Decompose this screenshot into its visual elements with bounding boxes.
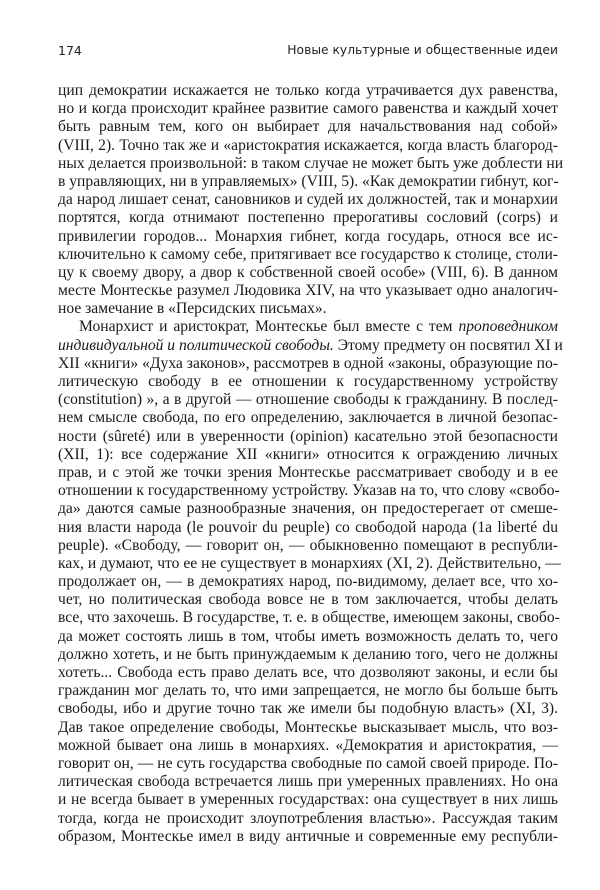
- text-segment: да может состоять лишь в том, чтобы иметь возможность делать то, чего: [58, 627, 558, 645]
- text-segment: ных делается произвольной: в таком случае не может быть уже доблести ни: [58, 154, 564, 172]
- text-line: [58, 682, 558, 700]
- text-segment: привилегии городов... Монархия гибнет, когда государь, относя все ис-: [58, 227, 558, 245]
- text-segment: Дав такое определение свободы, Монтескье высказывает мысль, что воз-: [58, 718, 558, 736]
- text-segment: гражданин мог делать то, что ими запрещается, не могло бы больше быть: [58, 682, 558, 700]
- text-line: [58, 554, 561, 573]
- text-segment: нем смысле свобода, по его определению, заключается в личной безопас-: [58, 409, 558, 427]
- text-line: [58, 428, 558, 446]
- text-segment: литическая свобода встречается лишь при умеренных правлениях. Но она: [58, 773, 558, 791]
- text-segment: ключительно к самому себе, притягивает все государство к столице, столи-: [58, 245, 558, 263]
- page-number: 174: [58, 43, 82, 58]
- text-segment: месте Монтескье разумел Людовика XIV, на что указывает одно аналогич-: [58, 282, 558, 300]
- text-segment: образом, Монтескье имел в виду античные и современные ему республи-: [58, 827, 558, 845]
- text-segment: (constitution) », а в другой — отношение свободы к гражданину. В послед-: [58, 391, 558, 409]
- italic-text: индивидуальной и политической свободы.: [58, 336, 334, 354]
- text-segment: ния власти народа (le pouvoir du peuple) со свободой народа (1a liberté du: [58, 518, 558, 536]
- text-segment: можной бывает она лишь в монархиях. «Демократия и аристократия, —: [58, 736, 558, 754]
- text-segment: ках, и думают, что ее не существует в монархиях (XI, 2). Действительно, —: [58, 554, 561, 572]
- text-segment: ное замечание в «Персидских письмах».: [58, 300, 327, 318]
- text-line: [58, 100, 558, 118]
- text-line: [58, 173, 558, 191]
- text-segment: говорит он, — не суть государства свободные по самой своей природе. По-: [58, 754, 558, 772]
- text-line: [58, 628, 558, 646]
- text-segment: свободы, ибо и другие точно так же имели бы подобную власть» (XI, 3).: [58, 700, 558, 718]
- text-line: [58, 719, 558, 737]
- text-line: [58, 355, 558, 373]
- text-line: [58, 318, 558, 336]
- text-segment: цу к своему двору, а двор к собственной своей особе» (VIII, 6). В данном: [58, 263, 558, 281]
- text-segment: XII «книги» «Духа законов», рассмотрев в одной «законы, образующие по-: [58, 354, 558, 372]
- text-segment: быть равным тем, кого он выбирает для начальствования над собой»: [58, 118, 558, 136]
- text-line: [58, 191, 558, 209]
- text-line: [58, 573, 558, 591]
- text-line: [58, 755, 558, 773]
- text-line: [58, 409, 558, 427]
- text-line: [58, 82, 558, 100]
- text-line: [58, 137, 558, 155]
- text-segment: ности (sûreté) или в уверенности (opinion) касательно этой безопасности: [58, 427, 558, 445]
- text-line: [58, 264, 558, 282]
- text-segment: да народ лишает сенат, сановников и судей их должностей, так и монархии: [58, 191, 558, 209]
- text-line: [58, 209, 558, 227]
- text-line: [58, 336, 563, 355]
- page-header: [58, 43, 558, 61]
- text-line: [58, 373, 558, 391]
- text-segment: портятся, когда отнимают постепенно прерогативы сословий (corps) и: [58, 209, 558, 227]
- text-segment: и не всегда бывает в умеренных государствах: она существует в них лишь: [58, 791, 558, 809]
- text-line: [58, 228, 558, 246]
- text-segment: литическую свободу в ее отношении к государственному устройству: [58, 373, 558, 390]
- text-segment: чет, но политическая свобода вовсе не в том заключается, чтобы делать: [58, 591, 558, 609]
- text-line: [58, 791, 558, 809]
- text-segment: в управляющих, ни в управляемых» (VIII, 5). «Как демократии гибнут, ког-: [58, 172, 559, 190]
- italic-text: проповедником: [458, 318, 558, 336]
- text-segment: хотеть... Свобода есть право делать все, что дозволяют законы, и если бы: [58, 664, 558, 681]
- text-segment: продолжает он, — в демократиях народ, по-видимому, делает все, что хо-: [58, 573, 558, 591]
- text-line: [58, 118, 558, 136]
- text-line: [58, 300, 558, 318]
- text-line: [58, 154, 564, 173]
- text-line: [58, 482, 558, 500]
- text-line: [58, 519, 558, 537]
- text-segment: (VIII, 2). Точно так же и «аристократия искажается, когда власть благород-: [58, 136, 558, 154]
- text-segment: Монархист и аристократ, Монтескье был вместе с тем: [79, 318, 459, 336]
- text-line: [58, 391, 558, 409]
- text-line: [58, 664, 558, 682]
- text-segment: должно хотеть, и не быть принуждаемым к деланию того, чего не должны: [58, 645, 558, 663]
- text-segment: Этому предмету он посвятил XI и: [333, 336, 563, 354]
- text-line: [58, 700, 558, 718]
- body-text: [58, 82, 564, 846]
- text-line: [58, 828, 558, 846]
- text-line: [58, 609, 558, 627]
- text-line: [58, 282, 558, 300]
- text-segment: все, что захочешь. В государстве, т. е. в обществе, имеющем законы, свобо-: [58, 609, 560, 627]
- text-segment: (XII, 1): все содержание XII «книги» относится к ограждению личных: [58, 445, 558, 463]
- text-line: [58, 500, 558, 518]
- text-segment: цип демократии искажается не только когда утрачивается дух равенства,: [58, 82, 558, 99]
- text-segment: но и когда происходит крайнее развитие самого равенства и каждый хочет: [58, 100, 558, 118]
- text-line: [58, 246, 558, 264]
- running-title: Новые культурные и общественные идеи: [287, 43, 558, 57]
- text-segment: тогда, когда не происходит злоупотребления властью». Рассуждая таким: [58, 809, 558, 827]
- text-segment: peuple). «Свободу, — говорит он, — обыкновенно помещают в республи-: [58, 536, 558, 554]
- text-line: [58, 737, 558, 755]
- text-line: [58, 810, 558, 828]
- text-line: [58, 446, 558, 464]
- text-line: [58, 646, 558, 664]
- text-segment: да» даются самые разнообразные значения, он предостерегает от смеше-: [58, 500, 558, 518]
- text-segment: отношении к государственному устройству. Указав на то, что слову «свобо-: [58, 482, 560, 500]
- text-line: [58, 464, 558, 482]
- text-segment: прав, и с этой же точки зрения Монтескье рассматривает свободу и в ее: [58, 463, 558, 481]
- text-line: [58, 591, 558, 609]
- text-line: [58, 537, 558, 555]
- text-line: [58, 773, 558, 791]
